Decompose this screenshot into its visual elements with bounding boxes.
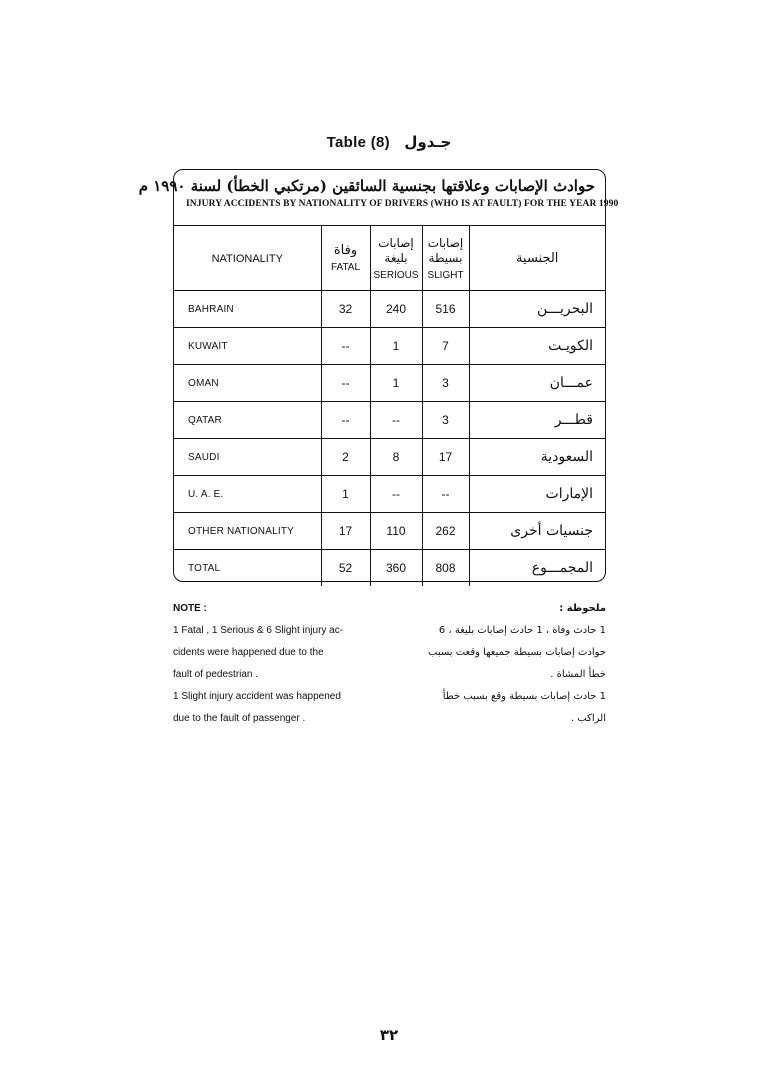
page-title <box>0 133 778 151</box>
table-row <box>174 439 605 476</box>
cell-fatal: -- <box>321 328 370 365</box>
cell-slight: -- <box>422 476 469 513</box>
table-caption <box>138 170 619 226</box>
header-serious: إصابات بليغة SERIOUS <box>370 226 422 291</box>
header-nationality-ar: الجنسية <box>469 226 605 291</box>
notes-english <box>173 598 373 730</box>
note-line: cidents were happened due to the <box>173 647 324 658</box>
note-line: الراكب . <box>570 713 606 724</box>
cell-nationality-ar: جنسيات أخرى <box>469 513 605 550</box>
note-line: حوادث إصابات بسيطة جميعها وقعت بسبب <box>428 647 606 658</box>
table-row <box>174 328 605 365</box>
cell-slight: 808 <box>422 550 469 587</box>
cell-fatal: 1 <box>321 476 370 513</box>
data-table <box>174 226 605 586</box>
table-row <box>174 513 605 550</box>
cell-slight: 17 <box>422 439 469 476</box>
cell-slight: 3 <box>422 402 469 439</box>
cell-nationality-ar: عمـــان <box>469 365 605 402</box>
cell-fatal: -- <box>321 402 370 439</box>
cell-slight: 3 <box>422 365 469 402</box>
notes-arabic <box>401 598 606 730</box>
header-slight: إصابات بسيطة SLIGHT <box>422 226 469 291</box>
cell-serious: 360 <box>370 550 422 587</box>
cell-slight: 7 <box>422 328 469 365</box>
note-title-en: NOTE : <box>173 603 207 614</box>
title-ar: جـدول <box>404 133 452 151</box>
cell-serious: -- <box>370 402 422 439</box>
cell-nationality-en: BAHRAIN <box>174 291 321 328</box>
note-title-ar: ملحوظة : <box>559 603 606 614</box>
cell-serious: 8 <box>370 439 422 476</box>
total-row <box>174 550 605 587</box>
cell-serious: 1 <box>370 328 422 365</box>
caption-en: INJURY ACCIDENTS BY NATIONALITY OF DRIVERS (WHO IS AT FAULT) FOR THE YEAR 1990 <box>186 199 619 209</box>
header-nationality-en: NATIONALITY <box>174 226 321 291</box>
cell-nationality-en: TOTAL <box>174 550 321 587</box>
cell-nationality-en: U. A. E. <box>174 476 321 513</box>
cell-serious: 1 <box>370 365 422 402</box>
cell-slight: 516 <box>422 291 469 328</box>
cell-fatal: 2 <box>321 439 370 476</box>
cell-serious: 240 <box>370 291 422 328</box>
cell-nationality-en: QATAR <box>174 402 321 439</box>
page-number: ٣٢ <box>379 1026 399 1044</box>
title-en: Table (8) <box>326 134 390 151</box>
cell-nationality-ar: قطـــر <box>469 402 605 439</box>
note-line: 1 حادث إصابات بسيطة وقع بسبب خطأ <box>442 691 606 702</box>
note-line: fault of pedestrian . <box>173 669 259 680</box>
header-fatal: وفاة FATAL <box>321 226 370 291</box>
table-row <box>174 291 605 328</box>
cell-nationality-en: OTHER NATIONALITY <box>174 513 321 550</box>
cell-nationality-ar: المجمـــوع <box>469 550 605 587</box>
cell-nationality-en: KUWAIT <box>174 328 321 365</box>
cell-fatal: 17 <box>321 513 370 550</box>
cell-nationality-en: SAUDI <box>174 439 321 476</box>
injury-table <box>138 169 619 582</box>
note-line: 1 حادث وفاة ، 1 حادث إصابات بليغة ، 6 <box>438 625 606 636</box>
cell-nationality-ar: البحريـــن <box>469 291 605 328</box>
header-row <box>174 226 605 291</box>
cell-nationality-en: OMAN <box>174 365 321 402</box>
note-line: 1 Fatal , 1 Serious & 6 Slight injury ac- <box>173 625 344 636</box>
cell-nationality-ar: الكويـت <box>469 328 605 365</box>
cell-nationality-ar: السعودية <box>469 439 605 476</box>
cell-fatal: 32 <box>321 291 370 328</box>
cell-serious: -- <box>370 476 422 513</box>
cell-serious: 110 <box>370 513 422 550</box>
cell-nationality-ar: الإمارات <box>469 476 605 513</box>
note-line: 1 Slight injury accident was happened <box>173 691 341 702</box>
cell-fatal: -- <box>321 365 370 402</box>
cell-fatal: 52 <box>321 550 370 587</box>
note-line: خطأ المشاة . <box>550 669 606 680</box>
table-row <box>174 402 605 439</box>
note-line: due to the fault of passenger . <box>173 713 306 724</box>
table-row <box>174 476 605 513</box>
table-row <box>174 365 605 402</box>
cell-slight: 262 <box>422 513 469 550</box>
caption-ar: حوادث الإصابات وعلاقتها بجنسية السائقين (مرتكبي الخطأ) لسنة ١٩٩٠ م <box>138 177 595 195</box>
